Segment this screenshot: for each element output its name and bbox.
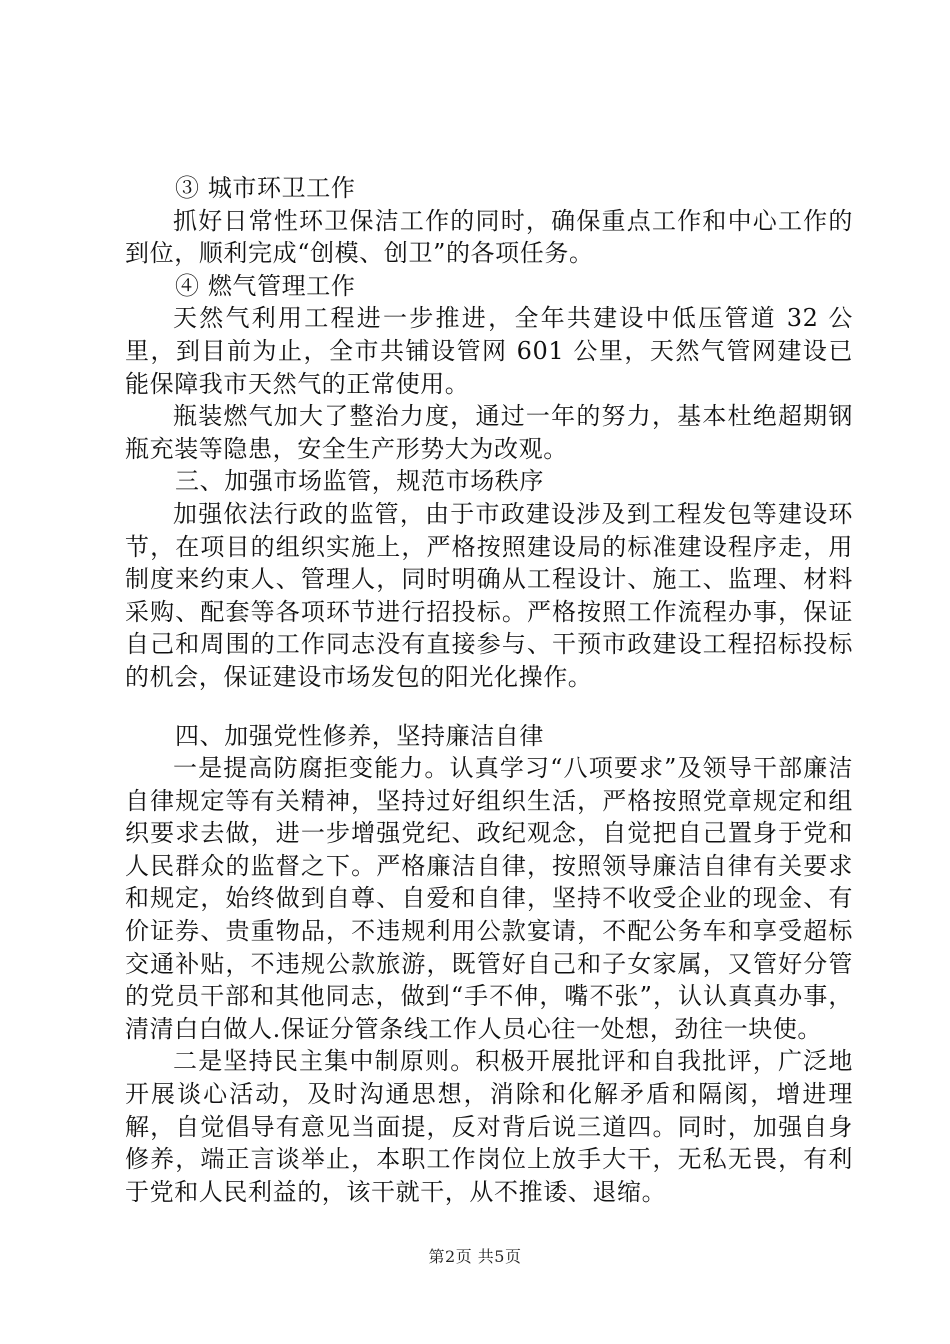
paragraph-bottled-gas: 瓶装燃气加大了整治力度，通过一年的努力，基本杜绝超期钢瓶充装等隐患，安全生产形势大为改观。 xyxy=(125,402,853,463)
paragraph-natural-gas: 天然气利用工程进一步推进，全年共建设中低压管道 32 公里，到目前为止，全市共铺设管网 601 公里，天然气管网建设已能保障我市天然气的正常使用。 xyxy=(125,304,853,398)
paragraph-democratic-centralism: 二是坚持民主集中制原则。积极开展批评和自我批评，广泛地开展谈心活动，及时沟通思想，消除和化解矛盾和隔阂，增进理解，自觉倡导有意见当面提，反对背后说三道四。同时，加强自身修养，端正言谈举止，本职工作岗位上放手大干，无私无畏，有利于党和人民利益的，该干就干，从不推诿、退缩。 xyxy=(125,1047,853,1206)
page-footer: 第2页 共5页 xyxy=(428,1247,522,1266)
paragraph-gap xyxy=(125,694,853,720)
section-heading-integrity: 四、加强党性修养，坚持廉洁自律 xyxy=(175,721,544,750)
paragraph-anti-corruption: 一是提高防腐拒变能力。认真学习“八项要求”及领导干部廉洁自律规定等有关精神，坚持过好组织生活，严格按照党章规定和组织要求去做，进一步增强党纪、政纪观念，自觉把自己置身于党和人民群众的监督之下。严格廉洁自律，按照领导廉洁自律有关要求和规定，始终做到自尊、自爱和自律，坚持不收受企业的现金、有价证券、贵重物品，不违规利用公款宴请，不配公务车和享受超标交通补贴，不违规公款旅游，既管好自己和子女家属，又管好分管的党员干部和其他同志，做到“手不伸，嘴不张”，认认真真办事，清清白白做人.保证分管条线工作人员心往一处想，劲往一块使。 xyxy=(125,754,853,1043)
paragraph-market-supervision: 加强依法行政的监管，由于市政建设涉及到工程发包等建设环节，在项目的组织实施上，严格按照建设局的标准建设程序走，用制度来约束人、管理人，同时明确从工程设计、施工、监理、材料采购、配套等各项环节进行招投标。严格按照工作流程办事，保证自己和周围的工作同志没有直接参与、干预市政建设工程招标投标的机会，保证建设市场发包的阳光化操作。 xyxy=(125,499,853,691)
section-heading-market: 三、加强市场监管，规范市场秩序 xyxy=(175,467,544,496)
subheading-gas: ④ 燃气管理工作 xyxy=(175,271,356,300)
paragraph-sanitation: 抓好日常性环卫保洁工作的同时，确保重点工作和中心工作的到位，顺利完成“创模、创卫”的各项任务。 xyxy=(125,206,853,268)
subheading-sanitation: ③ 城市环卫工作 xyxy=(175,174,356,202)
document-body xyxy=(125,172,853,1208)
